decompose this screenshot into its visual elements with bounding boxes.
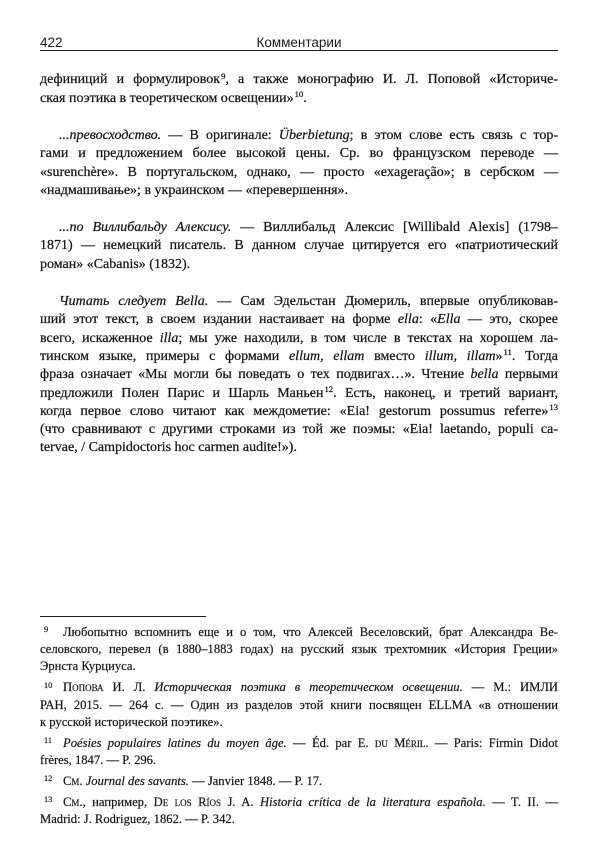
text-run: — Сам Эдельстан Дюмериль, впервые опубликовав- [208,294,558,310]
footnote [40,735,558,769]
text-run: когда первое слово читают как междометие: «Eia! gestorum possumus referre» [40,403,549,419]
text-run: . [303,90,307,106]
text-run: «surenchère». В португальском, однако, — просто «exageração»; в сербском — [40,164,558,180]
text-run: к русской исторической поэтике». [40,714,223,729]
footnote-reference: 13 [549,402,558,413]
footnote-reference: 10 [294,88,304,99]
text-run: — T. II. — [485,795,559,810]
text-run: ская поэтика в теоретическом освещении» [40,90,294,106]
italic-text: ella [397,312,419,328]
text-line [40,219,558,237]
text-run: ший этот текст, в своем издании настаивает на форме [40,312,398,328]
text-run: первыми [498,367,558,383]
text-line [40,71,558,89]
footnote-reference: 12 [324,383,334,394]
main-text [40,71,558,457]
footnote [40,679,558,731]
text-run: роман» «Cabanis» (1832). [40,256,191,272]
text-line [40,164,558,182]
text-run: — Janvier 1848. — P. 17. [188,774,323,789]
text-run: J. A. [221,795,260,810]
text-line [40,127,558,145]
text-line [40,439,558,457]
footnotes [40,624,558,828]
running-header [40,35,558,51]
text-line [40,90,558,108]
italic-text: ...по Виллибальду Алексису. [59,220,232,236]
text-run: — М.: ИМЛИ [462,680,558,695]
text-line [40,811,558,828]
text-run: — В оригинале: [161,127,279,143]
paragraph [40,293,558,458]
footnote [40,794,558,828]
text-run: : « [418,312,438,328]
text-line: 10 Попова И. Л. Историческая поэтика в теоретическом освещении. — М.: ИМЛИ [44,680,558,695]
text-run: (что сравнивают с другими строками из той же поэмы: «Eia! laetando, populi ca- [40,422,558,438]
text-run: ; в этом слове есть связь с тор- [349,127,558,143]
text-line [40,658,558,675]
text-line [40,182,558,200]
text-run: Madrid: J. Rodriguez, 1862. — P. 342. [40,812,235,827]
paragraph [40,71,558,108]
small-caps-text: См. [63,774,83,789]
text-run: предложили Полен Парис и Шарль Маньен [40,385,324,401]
text-run: фраза означает «Мы могли бы поведать о тех подвигах…». Чтение [40,367,471,383]
text-run: , а также монографию И. Л. Поповой «Историче- [225,72,558,88]
text-line: 11 Poésies populaires latines du moyen âge. — Éd. par E. du Méril. — Paris: Firmin Didot [44,735,559,750]
text-line: 9 Любопытно вспомнить еще и о том, что Алексей Веселовский, брат Александра Ве- [44,625,558,639]
paragraph [40,127,558,200]
italic-text: illa [159,330,179,346]
footnote-reference: 11 [503,347,512,358]
text-run: Эрнста Курциуса. [40,659,136,674]
text-run: РАН, 2015. — 264 с. — Один из разделов этой книги посвящен ELLMA «в отношении [40,697,558,712]
italic-text: bella [470,367,499,383]
text-run: frères, 1847. — P. 296. [40,753,157,768]
text-run: » [495,348,503,364]
small-caps-text: Попова [63,680,104,695]
text-run: Любопытно вспомнить еще и о том, что Алексей Веселовский, брат Александра Ве- [63,625,558,639]
italic-text: Историческая поэтика в теоретическом освещении. [154,680,463,695]
text-line [40,145,558,163]
footnote [40,624,558,676]
text-run: гами и предложением более высокой цены. Ср. во французском переводе — [40,146,558,162]
text-run: всего, искаженное [40,330,160,346]
italic-text: Journal des savants. [85,774,189,789]
text-line [40,311,558,329]
footnote [40,773,558,790]
text-run: — Éd. par E. [286,735,375,750]
text-run: , например, [82,795,154,810]
italic-text: Ella [437,312,461,328]
text-run: 1871) — немецкий писатель. В данном случае цитируется его «патриотический [40,238,558,254]
italic-text: ...превосходство. [59,127,162,143]
text-run: — это, скорее [460,312,558,328]
page-number: 422 [40,35,63,50]
text-run: И. Л. [103,680,155,695]
footnote-reference: 9 [221,70,226,81]
italic-text: Читать следует Bella. [59,294,209,310]
text-run: — Виллибальд Алексис [Willibald Alexis] (1798– [231,220,558,236]
text-line [40,366,558,384]
small-caps-text: См. [63,795,83,810]
text-run: tervae, / Campidoctoris hoc carmen audite!»). [40,440,297,456]
paragraph [40,219,558,274]
text-line [40,697,558,714]
italic-text: illum, illam [424,348,496,364]
italic-text: Historia crítica de la literatura española. [260,795,486,810]
running-title: Комментарии [256,35,342,50]
text-line [40,293,558,311]
text-run: тинском языке, примеры с формами [40,348,289,364]
small-caps-text: De los Ríos [153,795,222,810]
text-line [40,403,558,421]
text-line [40,714,558,731]
text-line [40,348,558,366]
small-caps-text: du Méril [374,735,426,750]
text-line [40,237,558,255]
text-line: 13 См., например, De los Ríos J. A. Historia crítica de la literatura española. — T. II. — [44,795,559,810]
italic-text: Poésies populaires latines du moyen âge. [63,735,287,750]
text-run: «надмашивање»; в украинском — «перевершення». [40,182,349,198]
text-line [40,330,558,348]
text-run: ; мы уже находили, в том числе в текстах на хорошем ла- [178,330,558,346]
text-run: . — Paris: Firmin Didot [425,735,559,750]
italic-text: Überbietung [278,127,350,143]
text-line: 12 См. Journal des savants. — Janvier 1848. — P. 17. [44,774,323,789]
text-line [40,421,558,439]
text-run: вместо [364,348,425,364]
text-run: . Есть, наконец, и третий вариант, [333,385,558,401]
text-line [40,641,558,658]
text-run: дефиниций и формулировок [40,72,221,88]
italic-text: ellum, ellam [288,348,365,364]
text-line [40,385,558,403]
text-run: . Тогда [511,348,558,364]
text-line [40,752,558,769]
text-line [40,256,558,274]
footnote-separator [40,616,206,617]
text-run: селовского, перевел (в 1880–1883 годах) на русский язык трехтомник «История Греции» [40,642,558,657]
